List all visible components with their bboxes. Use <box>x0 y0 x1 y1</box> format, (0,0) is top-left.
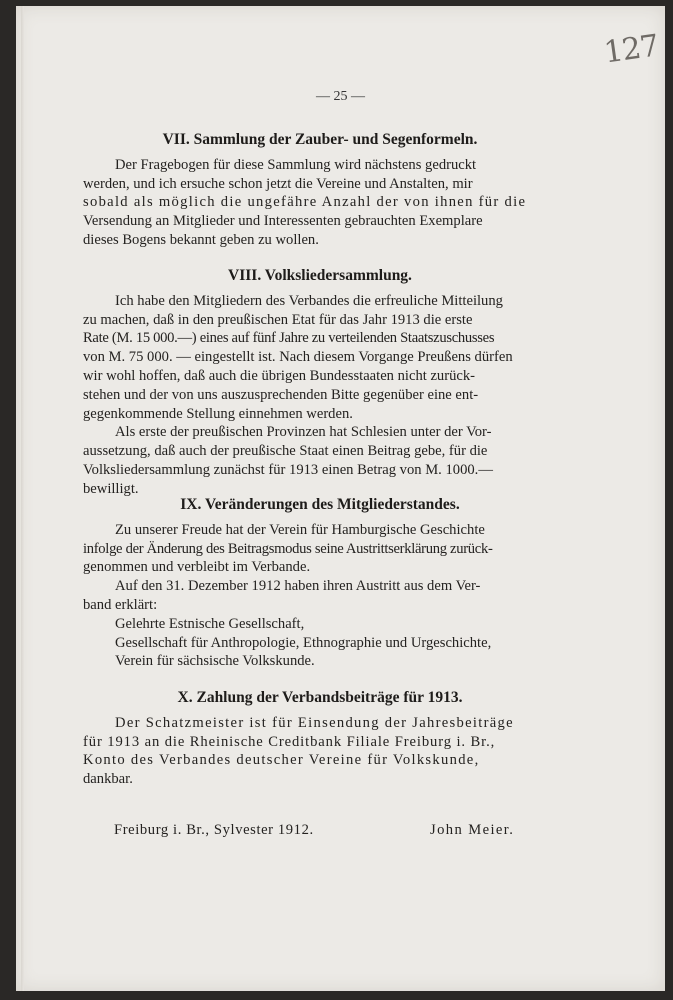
section-10-body <box>83 714 557 789</box>
section-7-body <box>83 156 557 250</box>
section-8-line: zu machen, daß in den preußischen Etat für das Jahr 1913 die erste <box>83 311 473 328</box>
section-8-line: von M. 75 000. — eingestellt ist. Nach diesem Vorgange Preußens dürfen <box>83 349 513 366</box>
section-9-line: band erklärt: <box>83 596 158 613</box>
section-9-heading: IX. Veränderungen des Mitgliederstandes. <box>180 496 460 513</box>
section-8-line: Als erste der preußischen Provinzen hat Schlesien unter der Vor- <box>115 424 492 441</box>
section-9-line: infolge der Änderung des Beitragsmodus seine Austrittserklärung zurück- <box>83 540 493 557</box>
section-8-heading: VIII. Volksliedersammlung. <box>228 267 412 284</box>
page-number: — 25 — <box>316 89 365 104</box>
section-8-line: Volksliedersammlung zunächst für 1913 einen Betrag von M. 1000.— <box>83 461 493 478</box>
section-10 <box>83 689 557 789</box>
section-10-line: für 1913 an die Rheinische Creditbank Filiale Freiburg i. Br., <box>83 733 496 750</box>
list-item: Verein für sächsische Volkskunde. <box>115 653 315 670</box>
section-8 <box>83 267 557 499</box>
section-8-line: bewilligt. <box>83 480 139 497</box>
section-8-line: aussetzung, daß auch der preußische Staat einen Beitrag gebe, für die <box>83 443 488 460</box>
section-10-line: Konto des Verbandes deutscher Vereine für Volkskunde, <box>83 752 480 769</box>
section-9-line: genommen und verbleibt im Verbande. <box>83 559 311 576</box>
section-9-line: Zu unserer Freude hat der Verein für Hamburgische Geschichte <box>115 521 485 538</box>
document-page <box>16 6 665 991</box>
section-7-line: Versendung an Mitglieder und Interessenten gebrauchten Exemplare <box>83 213 483 230</box>
section-8-line: wir wohl hoffen, daß auch die übrigen Bundesstaaten nicht zurück- <box>83 367 476 384</box>
signature: John Meier. <box>430 822 515 838</box>
section-10-heading: X. Zahlung der Verbandsbeiträge für 1913. <box>177 689 463 706</box>
list-item: Gelehrte Estnische Gesellschaft, <box>115 615 305 632</box>
section-7-line: Der Fragebogen für diese Sammlung wird nächstens gedruckt <box>115 156 477 173</box>
section-8-line: Ich habe den Mitgliedern des Verbandes die erfreuliche Mitteilung <box>115 292 503 309</box>
section-9-line: Auf den 31. Dezember 1912 haben ihren Austritt aus dem Ver- <box>115 578 481 595</box>
section-7-heading: VII. Sammlung der Zauber- und Segenformeln. <box>162 131 478 148</box>
section-7-line: werden, und ich ersuche schon jetzt die Vereine und Anstalten, mir <box>83 175 473 192</box>
section-8-body <box>83 292 557 499</box>
section-7-line: dieses Bogens bekannt geben zu wollen. <box>83 231 319 248</box>
section-10-line: dankbar. <box>83 771 133 788</box>
section-9-body <box>83 521 557 671</box>
place-date: Freiburg i. Br., Sylvester 1912. <box>114 822 314 838</box>
resignation-list <box>83 615 557 671</box>
list-item: Gesellschaft für Anthropologie, Ethnographie und Urgeschichte, <box>115 634 492 651</box>
handwritten-page-number: 127 <box>601 28 661 71</box>
page-fold-shadow <box>21 6 24 991</box>
section-8-line: stehen und der von uns auszusprechenden Bitte gegenüber eine ent- <box>83 386 479 403</box>
section-9 <box>83 496 557 671</box>
section-7-line: sobald als möglich die ungefähre Anzahl der von ihnen für die <box>83 194 527 211</box>
section-7 <box>83 131 557 250</box>
section-8-line: Rate (M. 15 000.—) eines auf fünf Jahre zu verteilenden Staatszuschusses <box>83 330 495 347</box>
section-8-line: gegenkommende Stellung einnehmen werden. <box>83 405 353 422</box>
section-10-line: Der Schatzmeister ist für Einsendung der Jahresbeiträge <box>115 714 514 731</box>
